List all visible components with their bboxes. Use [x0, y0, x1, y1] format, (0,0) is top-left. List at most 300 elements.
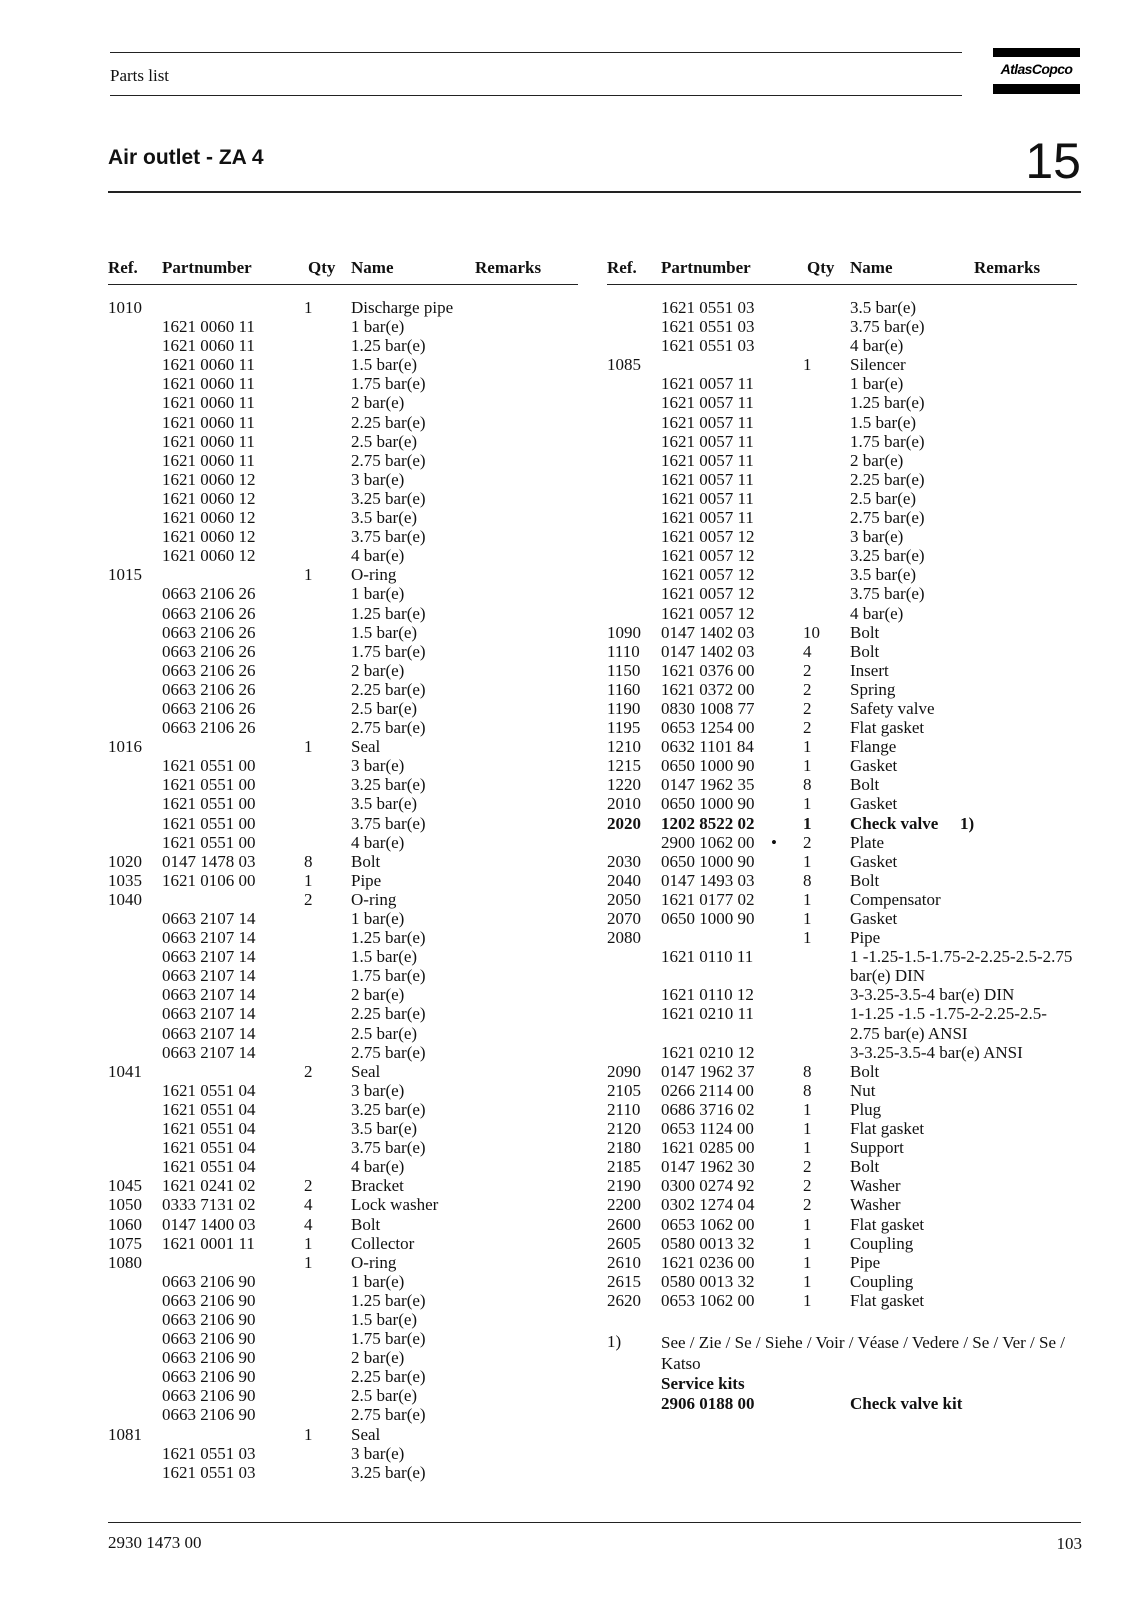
- part-number-cell: 0650 1000 90: [661, 851, 755, 871]
- table-row: [108, 1215, 578, 1234]
- logo-wordmark: AtlasCopco: [1000, 61, 1073, 77]
- name-cell: 3.25 bar(e): [850, 546, 925, 566]
- table-row: [108, 1176, 578, 1195]
- name-cell: Gasket: [850, 756, 898, 776]
- table-row: [108, 1386, 578, 1405]
- table-row: [108, 775, 578, 794]
- name-cell: 1.75 bar(e): [351, 966, 426, 986]
- name-cell: Silencer: [850, 355, 906, 375]
- part-number-cell: 1621 0551 03: [661, 336, 755, 356]
- name-cell: Support: [850, 1138, 904, 1158]
- qty-cell: 1: [803, 928, 812, 948]
- part-number-cell: 0663 2107 14: [162, 1004, 256, 1024]
- part-number-cell: 0663 2106 26: [162, 584, 256, 604]
- table-row: [108, 833, 578, 852]
- part-number-cell: 1621 0057 11: [661, 488, 754, 508]
- qty-cell: 1: [803, 1138, 812, 1158]
- name-cell: Flat gasket: [850, 1119, 925, 1139]
- name-cell: Seal: [351, 737, 381, 757]
- part-number-cell: 1621 0376 00: [661, 660, 755, 680]
- qty-cell: 2: [803, 660, 812, 680]
- name-cell: 2.75 bar(e): [351, 1405, 426, 1425]
- part-number-cell: 1621 0551 04: [162, 1138, 256, 1158]
- table-row: [607, 833, 1077, 852]
- qty-cell: 2: [304, 1061, 313, 1081]
- name-cell: 1 bar(e): [351, 1271, 405, 1291]
- table-row: [108, 1425, 578, 1444]
- name-cell: 1-1.25 -1.5 -1.75-2-2.25-2.5-: [850, 1004, 1047, 1024]
- col-header-ref: Ref.: [607, 258, 637, 277]
- part-number-cell: 0663 2106 90: [162, 1348, 256, 1368]
- name-cell: 2.75 bar(e): [351, 450, 426, 470]
- table-row: [607, 432, 1077, 451]
- part-number-cell: 1621 0551 00: [162, 775, 256, 795]
- table-row: [607, 661, 1077, 680]
- name-cell: Seal: [351, 1061, 381, 1081]
- qty-cell: 1: [304, 1233, 313, 1253]
- ref-cell: 1160: [607, 679, 641, 699]
- ref-cell: 2020: [607, 813, 641, 833]
- table-row: [607, 604, 1077, 623]
- ref-cell: 2185: [607, 1157, 641, 1177]
- part-number-cell: 1202 8522 02: [661, 813, 755, 833]
- name-cell: 2.75 bar(e) ANSI: [850, 1023, 968, 1043]
- qty-cell: 1: [803, 889, 812, 909]
- part-number-cell: 1621 0551 04: [162, 1099, 256, 1119]
- col-header-part-number: Partnumber: [162, 258, 252, 277]
- table-row: [108, 1024, 578, 1043]
- ref-cell: 2610: [607, 1252, 641, 1272]
- name-cell: 1.75 bar(e): [850, 431, 925, 451]
- table-row: [108, 298, 578, 317]
- part-number-cell: 1621 0057 11: [661, 508, 754, 528]
- qty-cell: 8: [304, 851, 313, 871]
- ref-cell: 1150: [607, 660, 641, 680]
- name-cell: Bolt: [351, 851, 381, 871]
- part-number-cell: 0653 1254 00: [661, 718, 755, 738]
- table-row: [607, 1100, 1077, 1119]
- ref-cell: 2190: [607, 1176, 641, 1196]
- table-row: [108, 1157, 578, 1176]
- ref-cell: 1020: [108, 851, 142, 871]
- footnote-marker: 1): [607, 1332, 622, 1351]
- name-cell: 3.5 bar(e): [351, 1119, 418, 1139]
- part-number-cell: 1621 0001 11: [162, 1233, 255, 1253]
- table-row: [108, 661, 578, 680]
- kit-part-number: 2906 0188 00: [661, 1394, 755, 1413]
- col-header-qty: Qty: [308, 258, 336, 277]
- table-row: [607, 336, 1077, 355]
- part-number-cell: 0663 2106 26: [162, 679, 256, 699]
- footnote-text: See / Zie / Se / Siehe / Voir / Véase / Vedere / Se / Ver / Se / Katso: [661, 1333, 1066, 1373]
- table-row: [108, 1329, 578, 1348]
- title-rule: [108, 191, 1081, 193]
- col-header-part-number: Partnumber: [661, 258, 751, 277]
- name-cell: 1.75 bar(e): [351, 374, 426, 394]
- part-number-cell: 1621 0060 11: [162, 393, 255, 413]
- part-number-cell: 0147 1478 03: [162, 851, 256, 871]
- name-cell: 2.25 bar(e): [351, 412, 426, 432]
- name-cell: 2.75 bar(e): [351, 718, 426, 738]
- table-row: [607, 451, 1077, 470]
- part-number-cell: 1621 0060 11: [162, 450, 255, 470]
- table-row: [108, 794, 578, 813]
- table-row: [108, 546, 578, 565]
- name-cell: 3.25 bar(e): [351, 1099, 426, 1119]
- part-number-cell: 0663 2107 14: [162, 966, 256, 986]
- part-number-cell: 0663 2107 14: [162, 947, 256, 967]
- ref-cell: 1060: [108, 1214, 142, 1234]
- table-row: [607, 1119, 1077, 1138]
- ref-cell: 1016: [108, 737, 142, 757]
- qty-cell: 1: [803, 794, 812, 814]
- table-header-rule: [607, 284, 1077, 285]
- table-row: [607, 1215, 1077, 1234]
- part-number-cell: 0650 1000 90: [661, 909, 755, 928]
- name-cell: Plate: [850, 832, 884, 852]
- part-number-cell: 1621 0106 00: [162, 870, 256, 890]
- part-number-cell: 1621 0060 12: [162, 546, 256, 566]
- name-cell: 1.25 bar(e): [351, 1290, 426, 1310]
- table-row: [108, 623, 578, 642]
- part-number-cell: 1621 0210 11: [661, 1004, 754, 1024]
- ref-cell: 1210: [607, 737, 641, 757]
- part-number-cell: 1621 0060 11: [162, 431, 255, 451]
- qty-cell: 1: [304, 870, 313, 890]
- name-cell: Compensator: [850, 889, 941, 909]
- part-number-cell: 1621 0057 12: [661, 584, 755, 604]
- name-cell: Lock washer: [351, 1195, 439, 1215]
- ref-cell: 2090: [607, 1061, 641, 1081]
- name-cell: 3.25 bar(e): [351, 1462, 426, 1482]
- name-cell: 1 bar(e): [850, 374, 904, 394]
- part-number-cell: 1621 0551 00: [162, 832, 256, 852]
- ref-cell: 2105: [607, 1080, 641, 1100]
- parts-table-left: [108, 258, 578, 1482]
- part-number-cell: 1621 0241 02: [162, 1176, 256, 1196]
- table-row: [108, 737, 578, 756]
- table-row: [607, 1138, 1077, 1157]
- name-cell: 2.25 bar(e): [351, 1004, 426, 1024]
- part-number-cell: 1621 0551 04: [162, 1080, 256, 1100]
- table-row: [607, 775, 1077, 794]
- table-row: [607, 966, 1077, 985]
- table-header: [108, 258, 578, 284]
- part-number-cell: 1621 0057 12: [661, 565, 755, 585]
- name-cell: 3 bar(e): [351, 469, 405, 489]
- table-row: [108, 317, 578, 336]
- name-cell: 2.5 bar(e): [850, 488, 917, 508]
- table-row: [607, 1176, 1077, 1195]
- part-number-cell: 1621 0060 11: [162, 336, 255, 356]
- part-number-cell: 0333 7131 02: [162, 1195, 256, 1215]
- part-number-cell: 0686 3716 02: [661, 1099, 755, 1119]
- part-number-cell: 1621 0551 04: [162, 1119, 256, 1139]
- qty-cell: 1: [803, 1214, 812, 1234]
- part-number-cell: 0663 2106 26: [162, 641, 256, 661]
- name-cell: 3-3.25-3.5-4 bar(e) DIN: [850, 985, 1015, 1005]
- name-cell: Gasket: [850, 851, 898, 871]
- table-row: [607, 527, 1077, 546]
- table-row: [108, 966, 578, 985]
- part-number-cell: 1621 0060 11: [162, 317, 255, 337]
- qty-cell: 2: [803, 1195, 812, 1215]
- table-row: [108, 470, 578, 489]
- header-label: Parts list: [110, 66, 170, 85]
- qty-cell: 1: [803, 1271, 812, 1291]
- part-number-cell: 1621 0551 00: [162, 813, 256, 833]
- name-cell: Flat gasket: [850, 718, 925, 738]
- qty-cell: 1: [803, 909, 812, 928]
- ref-cell: 1085: [607, 355, 641, 375]
- table-row: [607, 317, 1077, 336]
- qty-cell: 2: [803, 679, 812, 699]
- table-row: [108, 1004, 578, 1023]
- table-row: [607, 393, 1077, 412]
- part-number-cell: 1621 0057 11: [661, 431, 754, 451]
- part-number-cell: 0653 1124 00: [661, 1119, 754, 1139]
- part-number-cell: 0663 2106 26: [162, 622, 256, 642]
- part-number-cell: 0663 2106 90: [162, 1386, 256, 1406]
- ref-cell: 1190: [607, 698, 641, 718]
- name-cell: Collector: [351, 1233, 415, 1253]
- table-row: [108, 489, 578, 508]
- name-cell: 1 bar(e): [351, 584, 405, 604]
- ref-cell: 1195: [607, 718, 641, 738]
- part-number-cell: 1621 0551 03: [162, 1443, 256, 1463]
- header-top-rule: [110, 52, 962, 53]
- part-number-cell: 0580 0013 32: [661, 1233, 755, 1253]
- name-cell: Bolt: [850, 870, 880, 890]
- name-cell: O-ring: [351, 889, 397, 909]
- name-cell: 3.75 bar(e): [351, 813, 426, 833]
- name-cell: 4 bar(e): [850, 336, 904, 356]
- name-cell: 3.25 bar(e): [351, 488, 426, 508]
- part-number-cell: 0663 2106 26: [162, 698, 256, 718]
- qty-cell: 8: [803, 775, 812, 795]
- qty-cell: 1: [803, 1233, 812, 1253]
- name-cell: 1 bar(e): [351, 317, 405, 337]
- qty-cell: 1: [803, 355, 812, 375]
- name-cell: 3.75 bar(e): [351, 527, 426, 547]
- table-row: [108, 680, 578, 699]
- table-row: [607, 680, 1077, 699]
- qty-cell: 1: [803, 1290, 812, 1310]
- qty-cell: 2: [803, 1157, 812, 1177]
- col-header-name: Name: [351, 258, 394, 277]
- name-cell: 2.5 bar(e): [351, 698, 418, 718]
- table-row: [108, 1310, 578, 1329]
- name-cell: Coupling: [850, 1271, 914, 1291]
- name-cell: Pipe: [351, 870, 382, 890]
- ref-cell: 2600: [607, 1214, 641, 1234]
- name-cell: 4 bar(e): [850, 603, 904, 623]
- name-cell: 4 bar(e): [351, 1157, 405, 1177]
- part-number-cell: 1621 0110 11: [661, 947, 754, 967]
- part-number-cell: 1621 0372 00: [661, 679, 755, 699]
- name-cell: 3.5 bar(e): [850, 565, 917, 585]
- table-row: [108, 527, 578, 546]
- table-row: [108, 451, 578, 470]
- name-cell: Flat gasket: [850, 1290, 925, 1310]
- table-row: [108, 642, 578, 661]
- name-cell: 2.25 bar(e): [351, 679, 426, 699]
- part-number-cell: 1621 0057 11: [661, 374, 754, 394]
- name-cell: Washer: [850, 1176, 901, 1196]
- table-row: [607, 470, 1077, 489]
- name-cell: 1.25 bar(e): [850, 393, 925, 413]
- name-cell: Washer: [850, 1195, 901, 1215]
- part-number-cell: 0650 1000 90: [661, 756, 755, 776]
- part-number-cell: 0663 2106 90: [162, 1290, 256, 1310]
- table-row: [108, 1062, 578, 1081]
- name-cell: 4 bar(e): [351, 832, 405, 852]
- name-cell: 3.75 bar(e): [850, 317, 925, 337]
- table-row: [108, 871, 578, 890]
- table-row: [607, 413, 1077, 432]
- col-header-remarks: Remarks: [974, 258, 1041, 277]
- table-row: [108, 604, 578, 623]
- part-number-cell: 1621 0551 03: [661, 317, 755, 337]
- qty-cell: 2: [304, 1176, 313, 1196]
- table-row: [108, 1138, 578, 1157]
- header-bottom-rule: [110, 95, 962, 96]
- ref-cell: 2120: [607, 1119, 641, 1139]
- ref-cell: 1215: [607, 756, 641, 776]
- table-row: [108, 1234, 578, 1253]
- part-number-cell: 0302 1274 04: [661, 1195, 755, 1215]
- table-row: [607, 699, 1077, 718]
- table-row: [108, 508, 578, 527]
- name-cell: Flat gasket: [850, 1214, 925, 1234]
- footer-page-number: 103: [1056, 1534, 1082, 1553]
- table-row: [607, 928, 1077, 947]
- part-number-cell: 1621 0060 11: [162, 374, 255, 394]
- ref-cell: 2040: [607, 870, 641, 890]
- table-row: [108, 1348, 578, 1367]
- part-number-cell: 0147 1962 30: [661, 1157, 755, 1177]
- name-cell: 3 bar(e): [351, 1443, 405, 1463]
- table-row: [108, 1195, 578, 1214]
- col-header-ref: Ref.: [108, 258, 138, 277]
- bullet-marker: •: [771, 832, 777, 852]
- ref-cell: 1035: [108, 870, 142, 890]
- part-number-cell: 1621 0551 04: [162, 1157, 256, 1177]
- name-cell: 1.5 bar(e): [351, 355, 418, 375]
- table-row: [108, 1119, 578, 1138]
- part-number-cell: 1621 0060 11: [162, 355, 255, 375]
- table-row: [108, 393, 578, 412]
- part-number-cell: 0147 1493 03: [661, 870, 755, 890]
- ref-cell: 1075: [108, 1233, 142, 1253]
- part-number-cell: 1621 0057 11: [661, 469, 754, 489]
- part-number-cell: 1621 0110 12: [661, 985, 754, 1005]
- table-row: [607, 546, 1077, 565]
- name-cell: 2.75 bar(e): [351, 1042, 426, 1062]
- part-number-cell: 0830 1008 77: [661, 698, 755, 718]
- table-row: [108, 1291, 578, 1310]
- name-cell: 1.75 bar(e): [351, 1329, 426, 1349]
- name-cell: 2 bar(e): [351, 393, 405, 413]
- name-cell: 1.25 bar(e): [351, 603, 426, 623]
- part-number-cell: 1621 0210 12: [661, 1042, 755, 1062]
- qty-cell: 8: [803, 870, 812, 890]
- table-row: [607, 890, 1077, 909]
- part-number-cell: 0663 2106 90: [162, 1309, 256, 1329]
- table-row: [607, 814, 1077, 833]
- table-row: [108, 413, 578, 432]
- part-number-cell: 0632 1101 84: [661, 737, 754, 757]
- part-number-cell: 1621 0057 11: [661, 393, 754, 413]
- table-row: [607, 794, 1077, 813]
- col-header-qty: Qty: [807, 258, 835, 277]
- name-cell: Bolt: [850, 1061, 880, 1081]
- ref-cell: 1040: [108, 889, 142, 909]
- table-row: [108, 432, 578, 451]
- name-cell: Plug: [850, 1099, 882, 1119]
- part-number-cell: 1621 0285 00: [661, 1138, 755, 1158]
- table-row: [607, 508, 1077, 527]
- name-cell: 2.25 bar(e): [351, 1367, 426, 1387]
- ref-cell: 2620: [607, 1290, 641, 1310]
- name-cell: 3 bar(e): [351, 1080, 405, 1100]
- part-number-cell: 0663 2107 14: [162, 909, 256, 928]
- table-row: [607, 852, 1077, 871]
- name-cell: Seal: [351, 1424, 381, 1444]
- name-cell: 1 -1.25-1.5-1.75-2-2.25-2.5-2.75: [850, 947, 1073, 967]
- name-cell: 1.5 bar(e): [351, 622, 418, 642]
- ref-cell: 1090: [607, 622, 641, 642]
- part-number-cell: 1621 0060 11: [162, 412, 255, 432]
- table-row: [108, 699, 578, 718]
- name-cell: Insert: [850, 660, 889, 680]
- table-row: [607, 584, 1077, 603]
- part-number-cell: 1621 0057 12: [661, 603, 755, 623]
- table-row: [607, 985, 1077, 1004]
- table-row: [108, 1405, 578, 1424]
- part-number-cell: 0663 2106 90: [162, 1271, 256, 1291]
- ref-cell: 2070: [607, 909, 641, 928]
- ref-cell: 2010: [607, 794, 641, 814]
- name-cell: 4 bar(e): [351, 546, 405, 566]
- ref-cell: 2200: [607, 1195, 641, 1215]
- qty-cell: 1: [304, 1424, 313, 1444]
- qty-cell: 8: [803, 1080, 812, 1100]
- qty-cell: 1: [803, 1119, 812, 1139]
- table-row: [108, 565, 578, 584]
- table-row: [607, 1234, 1077, 1253]
- part-number-cell: 0663 2107 14: [162, 1042, 256, 1062]
- table-row: [607, 1272, 1077, 1291]
- name-cell: 3 bar(e): [850, 527, 904, 547]
- qty-cell: 4: [304, 1214, 313, 1234]
- table-row: [607, 718, 1077, 737]
- name-cell: 1.5 bar(e): [351, 1309, 418, 1329]
- table-row: [108, 1043, 578, 1062]
- table-row: [108, 374, 578, 393]
- name-cell: Gasket: [850, 794, 898, 814]
- part-number-cell: 1621 0551 00: [162, 756, 256, 776]
- logo-top-bar: [993, 48, 1080, 57]
- table-row: [108, 336, 578, 355]
- name-cell: 2.5 bar(e): [351, 431, 418, 451]
- table-row: [607, 1004, 1077, 1023]
- part-number-cell: 1621 0057 11: [661, 450, 754, 470]
- part-number-cell: 0653 1062 00: [661, 1214, 755, 1234]
- footer-doc-number: 2930 1473 00: [108, 1533, 202, 1552]
- table-row: [108, 852, 578, 871]
- col-header-name: Name: [850, 258, 893, 277]
